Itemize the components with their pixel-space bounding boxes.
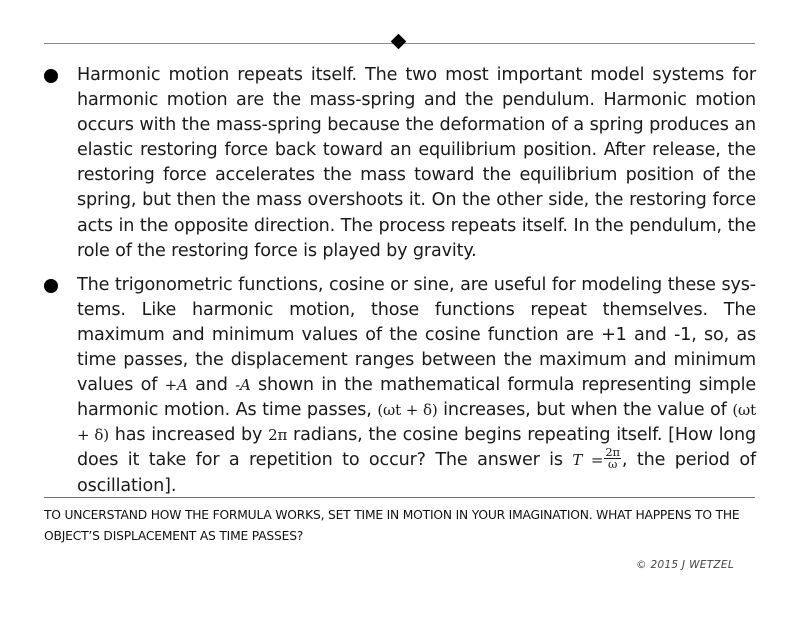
bullet-list [44,63,756,499]
text-segment: radians, the cosine begins repeating itself. [How long does it take for a repetition to occur? The answer is [77,425,756,471]
math-phase: (ωt + δ) [77,401,756,445]
caption-question: TO UNCERSTAND HOW THE FORMULA WORKS, SET TIME IN MOTION IN YOUR IMAGINATION. WHAT HAPPENS TO THE OBJECT’S DISPLACEMENT AS TIME PASSES? [44,508,740,543]
math-minus-a: -A [235,376,251,395]
bullet-icon [44,279,58,293]
copyright-notice: © 2015 J WETZEL [636,559,734,571]
bullet-text [77,273,756,499]
fraction-denominator: ω [608,456,618,471]
math-plus-a: +A [164,376,188,395]
text-segment: , the period of oscillation]. [77,450,756,496]
fraction-numerator: 2π [605,444,620,459]
text-segment: has increased by [108,425,269,446]
text-segment: The trigonometric functions, cosine or sine, are useful for modeling these sys-tems. Like harmonic motion, those functions repeat themselves. The maximum and minimum values of the cosine function are +1 and -1, so, as time passes, the displacement ranges between the maximum and minimum values of [77,274,756,396]
bullet-text: Harmonic motion repeats itself. The two most important model systems for harmonic motion are the mass-spring and the pendulum. Harmonic motion occurs with the mass-spring because the deformation of a spring produces an elastic restoring force back toward an equilibrium position. After release, the restoring force accelerates the mass toward the equilibrium position of the spring, but then the mass overshoots it. On the other side, the restoring force acts in the opposite direction. The process repeats itself. In the pendulum, the role of the restoring force is played by gravity. [77,65,756,261]
bullet-item-harmonic-motion [44,63,756,264]
math-two-pi: 2π [268,426,288,445]
text-segment: shown in the mathematical formula representing simple harmonic motion. As time passes, [77,375,756,421]
math-phase: (ωt + δ) [377,401,438,420]
bullet-icon [44,69,58,83]
math-period-lhs: T = [572,451,604,470]
math-period-fraction [604,444,621,471]
bullet-item-trig-functions [44,273,756,499]
bottom-divider [44,497,755,498]
text-segment: increases, but when the value of [437,400,733,421]
text-segment: and [187,375,236,396]
diamond-ornament-icon [391,34,407,50]
